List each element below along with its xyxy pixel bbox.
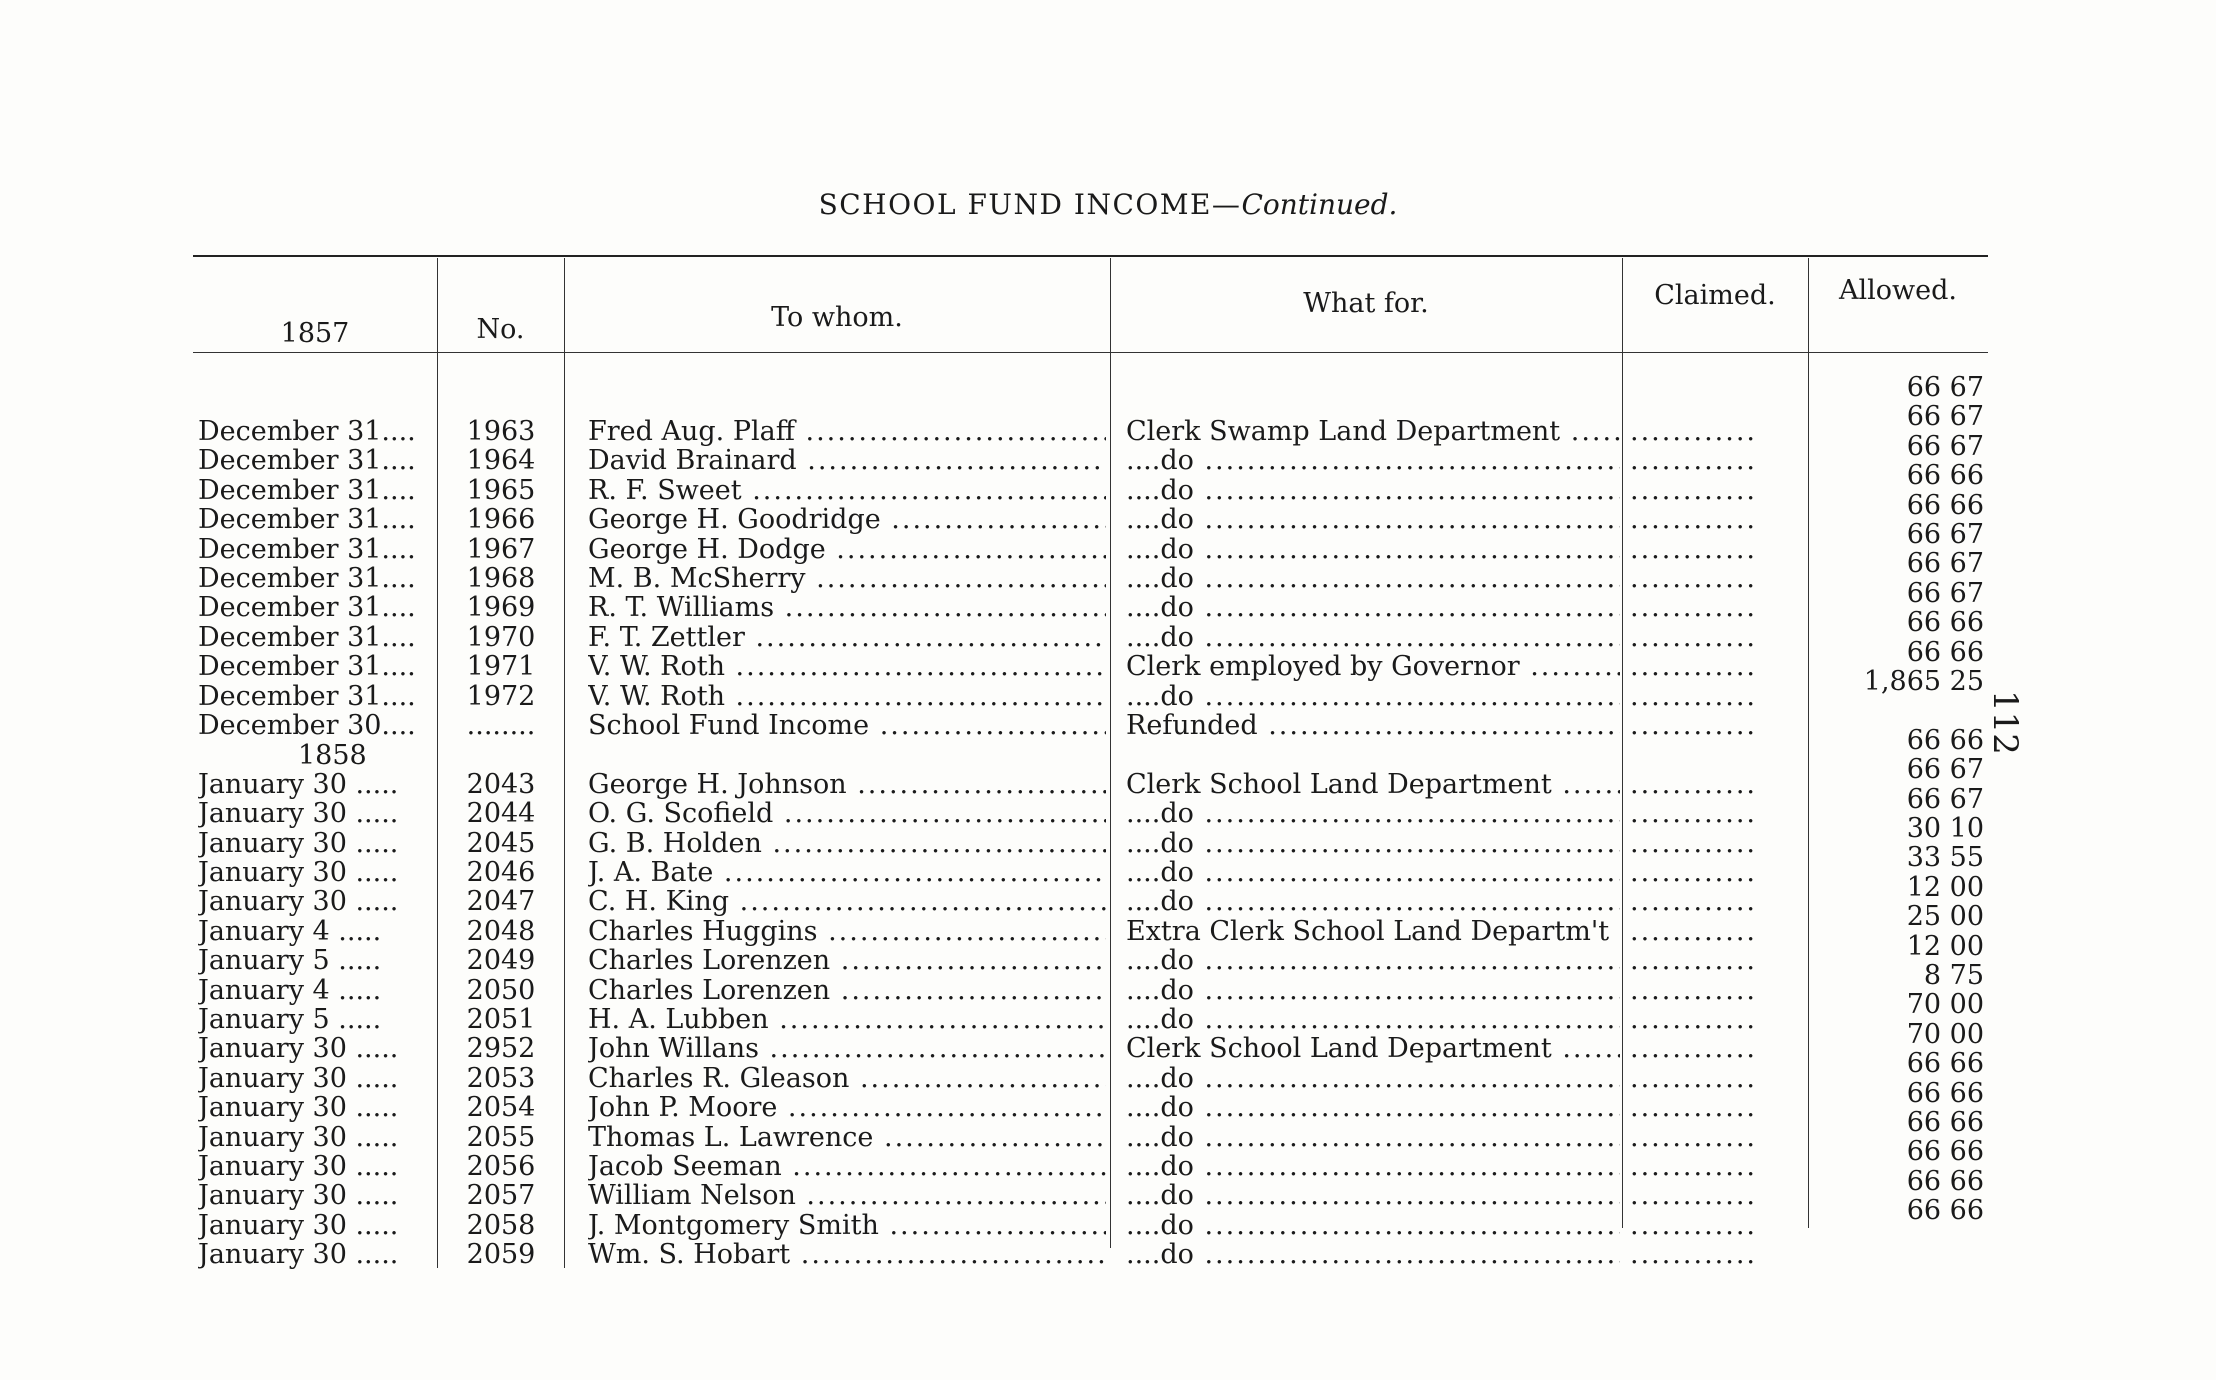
cell-claimed: ............ [1630, 1062, 1757, 1094]
column-divider [1110, 258, 1111, 1248]
cell-allowed: 66 66 [1906, 1107, 1984, 1138]
cell-claimed: ............ [1630, 1151, 1757, 1182]
cell-to-whom: J. Montgomery Smith ..... [588, 1210, 1106, 1241]
cell-no: 2047 [466, 886, 536, 918]
cell-no: 1968 [466, 563, 536, 594]
cell-date: January 30 ..... [198, 827, 399, 859]
cell-allowed: 66 66 [1906, 1165, 1984, 1197]
cell-claimed: ............ [1630, 504, 1757, 536]
cell-what-for: ....do ..... [1126, 622, 1620, 653]
cell-no: 2053 [466, 1062, 536, 1094]
cell-date: January 30 ..... [198, 1092, 399, 1124]
column-divider [437, 258, 438, 1268]
cell-what-for: ....do ..... [1126, 592, 1620, 623]
cell-to-whom: David Brainard ..... [588, 445, 1106, 476]
cell-date: January 30 ..... [198, 768, 399, 800]
header-bottom-rule [193, 352, 1988, 353]
cell-what-for: ....do ..... [1126, 886, 1620, 917]
cell-allowed: 70 00 [1906, 1018, 1984, 1050]
cell-claimed: ............ [1630, 1239, 1757, 1271]
cell-claimed: ............ [1630, 798, 1757, 830]
cell-claimed: ............ [1630, 974, 1757, 1006]
title-text: SCHOOL FUND INCOME— [818, 188, 1242, 221]
cell-no: 1963 [466, 416, 536, 447]
cell-no: 2050 [466, 974, 536, 1006]
cell-date: January 30 ..... [198, 1239, 399, 1271]
cell-what-for: ....do ..... [1126, 681, 1620, 712]
cell-what-for: ....do ..... [1126, 1004, 1620, 1035]
cell-what-for: Extra Clerk School Land Departm't ..... [1126, 916, 1620, 947]
cell-allowed: 70 00 [1906, 989, 1984, 1021]
cell-allowed: 66 66 [1906, 636, 1984, 668]
cell-no: 1969 [466, 592, 536, 624]
col-header-allowed: Allowed. [1839, 275, 1957, 306]
cell-to-whom: R. T. Williams ..... [588, 592, 1106, 623]
cell-date: December 31.... [198, 416, 416, 447]
cell-to-whom: Thomas L. Lawrence ..... [588, 1122, 1106, 1153]
cell-what-for: ....do ..... [1126, 1063, 1620, 1094]
cell-claimed: ............ [1630, 680, 1757, 712]
cell-no: 1971 [466, 651, 536, 683]
cell-date: December 31.... [198, 680, 416, 712]
cell-allowed: 66 67 [1906, 548, 1984, 580]
cell-date: December 31.... [198, 592, 416, 624]
cell-claimed: ............ [1630, 651, 1757, 683]
cell-allowed: 66 66 [1906, 1136, 1984, 1168]
cell-date: December 30.... [198, 710, 416, 741]
cell-to-whom: School Fund Income ..... [588, 710, 1106, 741]
cell-no: 2044 [466, 798, 536, 830]
cell-claimed: ............ [1630, 710, 1757, 741]
cell-what-for: Clerk employed by Governor ..... [1126, 651, 1620, 682]
cell-no: 2045 [466, 827, 536, 859]
cell-date: January 30 ..... [198, 886, 399, 918]
cell-allowed: 33 55 [1906, 842, 1984, 874]
cell-allowed: 66 67 [1906, 372, 1984, 403]
cell-what-for: Clerk School Land Department ..... [1126, 769, 1620, 800]
cell-claimed: ............ [1630, 915, 1757, 947]
cell-claimed: ............ [1630, 1121, 1757, 1153]
cell-no: 2054 [466, 1092, 536, 1124]
cell-date: January 4 ..... [198, 974, 382, 1006]
cell-no: 2046 [466, 857, 536, 888]
cell-allowed: 12 00 [1906, 871, 1984, 903]
cell-what-for: ....do ..... [1126, 828, 1620, 859]
cell-what-for: ....do ..... [1126, 504, 1620, 535]
cell-no: 1966 [466, 504, 536, 536]
cell-what-for: ....do ..... [1126, 475, 1620, 506]
col-header-date: 1857 [280, 318, 350, 349]
title-continued: Continued. [1241, 188, 1398, 221]
cell-allowed: 66 66 [1906, 724, 1984, 756]
cell-date: January 30 ..... [198, 857, 399, 888]
cell-date: January 5 ..... [198, 945, 382, 977]
col-header-what-for: What for. [1303, 288, 1429, 319]
cell-to-whom: V. W. Roth ..... [588, 651, 1106, 682]
cell-to-whom: M. B. McSherry ..... [588, 563, 1106, 594]
cell-allowed: 66 67 [1906, 754, 1984, 786]
cell-to-whom: George H. Johnson ..... [588, 769, 1106, 800]
column-divider [1622, 258, 1623, 1228]
cell-no: 2055 [466, 1121, 536, 1153]
cell-what-for: Refunded ..... [1126, 710, 1620, 741]
cell-allowed: 66 66 [1906, 607, 1984, 639]
cell-what-for: ....do ..... [1126, 445, 1620, 476]
cell-claimed: ............ [1630, 621, 1757, 653]
cell-no: 1970 [466, 621, 536, 653]
cell-allowed: 66 66 [1906, 489, 1984, 521]
cell-date: December 31.... [198, 445, 416, 477]
cell-date: January 30 ..... [198, 1151, 399, 1182]
cell-what-for: ....do ..... [1126, 1122, 1620, 1153]
cell-no: 1972 [466, 680, 536, 712]
cell-no: 2059 [466, 1239, 536, 1271]
cell-date: December 31.... [198, 621, 416, 653]
cell-no: 2049 [466, 945, 536, 977]
cell-to-whom: George H. Goodridge ..... [588, 504, 1106, 535]
table-top-rule [193, 255, 1988, 257]
cell-to-whom: Jacob Seeman ..... [588, 1151, 1106, 1182]
cell-to-whom: Charles Lorenzen ..... [588, 975, 1106, 1006]
cell-no: 2952 [466, 1033, 536, 1065]
cell-claimed: ............ [1630, 592, 1757, 624]
cell-what-for: ....do ..... [1126, 1151, 1620, 1182]
cell-no: 1964 [466, 445, 536, 477]
cell-what-for: ....do ..... [1126, 798, 1620, 829]
year-break-label: 1858 [298, 740, 367, 771]
cell-date: January 4 ..... [198, 915, 382, 947]
page-title [0, 188, 2216, 221]
cell-claimed: ............ [1630, 827, 1757, 859]
cell-what-for: ....do ..... [1126, 857, 1620, 888]
cell-allowed: 8 75 [1923, 960, 1984, 991]
column-divider [1808, 258, 1809, 1228]
cell-claimed: ............ [1630, 857, 1757, 888]
cell-claimed: ............ [1630, 1004, 1757, 1035]
cell-what-for: ....do ..... [1126, 563, 1620, 594]
cell-to-whom: John Willans ..... [588, 1033, 1106, 1064]
cell-to-whom: R. F. Sweet ..... [588, 475, 1106, 506]
cell-allowed: 66 67 [1906, 519, 1984, 550]
cell-to-whom: John P. Moore ..... [588, 1092, 1106, 1123]
cell-no: 2056 [466, 1151, 536, 1182]
cell-to-whom: Fred Aug. Plaff ..... [588, 416, 1106, 447]
cell-to-whom: G. B. Holden ..... [588, 828, 1106, 859]
cell-claimed: ............ [1630, 1092, 1757, 1124]
cell-no: 2058 [466, 1209, 536, 1241]
column-divider [564, 258, 565, 1268]
cell-what-for: ....do ..... [1126, 945, 1620, 976]
cell-claimed: ............ [1630, 768, 1757, 800]
cell-date: January 30 ..... [198, 1121, 399, 1153]
cell-to-whom: C. H. King ..... [588, 886, 1106, 917]
cell-claimed: ............ [1630, 1209, 1757, 1241]
cell-allowed: 12 00 [1906, 930, 1984, 962]
cell-no: 2043 [466, 768, 536, 800]
cell-date: December 31.... [198, 563, 416, 594]
cell-claimed: ............ [1630, 563, 1757, 594]
col-header-to-whom: To whom. [771, 302, 903, 333]
cell-allowed: 1,865 25 [1863, 666, 1984, 697]
cell-claimed: ............ [1630, 1033, 1757, 1065]
cell-to-whom: Charles R. Gleason ..... [588, 1063, 1106, 1094]
cell-no: 2057 [466, 1180, 536, 1212]
cell-allowed: 66 67 [1906, 783, 1984, 815]
cell-no: 2048 [466, 915, 536, 947]
cell-allowed: 66 66 [1906, 1195, 1984, 1227]
cell-what-for: ....do ..... [1126, 975, 1620, 1006]
col-header-claimed: Claimed. [1654, 280, 1776, 311]
cell-allowed: 66 66 [1906, 460, 1984, 492]
cell-to-whom: George H. Dodge ..... [588, 534, 1106, 565]
cell-allowed: 66 67 [1906, 577, 1984, 609]
cell-claimed: ............ [1630, 445, 1757, 477]
cell-allowed: 30 10 [1906, 813, 1984, 844]
cell-date: January 5 ..... [198, 1004, 382, 1035]
cell-what-for: Clerk School Land Department ..... [1126, 1033, 1620, 1064]
cell-to-whom: Charles Lorenzen ..... [588, 945, 1106, 976]
cell-claimed: ............ [1630, 474, 1757, 506]
cell-no: 1967 [466, 533, 536, 565]
cell-no: 1965 [466, 474, 536, 506]
cell-date: January 30 ..... [198, 1209, 399, 1241]
cell-to-whom: F. T. Zettler ..... [588, 622, 1106, 653]
cell-date: December 31.... [198, 504, 416, 536]
cell-date: January 30 ..... [198, 798, 399, 830]
cell-allowed: 66 66 [1906, 1048, 1984, 1080]
cell-claimed: ............ [1630, 1180, 1757, 1212]
cell-no: 2051 [466, 1004, 536, 1035]
cell-allowed: 66 67 [1906, 430, 1984, 462]
cell-what-for: ....do ..... [1126, 1180, 1620, 1211]
cell-to-whom: H. A. Lubben ..... [588, 1004, 1106, 1035]
cell-to-whom: V. W. Roth ..... [588, 681, 1106, 712]
cell-what-for: Clerk Swamp Land Department ..... [1126, 416, 1620, 447]
cell-date: January 30 ..... [198, 1062, 399, 1094]
cell-claimed: ............ [1630, 416, 1757, 447]
cell-what-for: ....do ..... [1126, 1210, 1620, 1241]
cell-to-whom: Wm. S. Hobart ..... [588, 1239, 1106, 1270]
cell-allowed: 25 00 [1906, 901, 1984, 933]
cell-date: January 30 ..... [198, 1180, 399, 1212]
cell-date: December 31.... [198, 651, 416, 683]
cell-to-whom: J. A. Bate ..... [588, 857, 1106, 888]
cell-to-whom: Charles Huggins ..... [588, 916, 1106, 947]
cell-what-for: ....do ..... [1126, 1239, 1620, 1270]
cell-what-for: ....do ..... [1126, 1092, 1620, 1123]
cell-allowed: 66 66 [1906, 1077, 1984, 1109]
cell-to-whom: O. G. Scofield ..... [588, 798, 1106, 829]
page-number: 112 [1985, 690, 2025, 755]
cell-date: December 31.... [198, 474, 416, 506]
cell-claimed: ............ [1630, 945, 1757, 977]
cell-what-for: ....do ..... [1126, 534, 1620, 565]
cell-claimed: ............ [1630, 886, 1757, 918]
cell-allowed: 66 67 [1906, 401, 1984, 433]
cell-date: December 31.... [198, 533, 416, 565]
cell-date: January 30 ..... [198, 1033, 399, 1065]
col-header-no: No. [476, 314, 525, 345]
cell-to-whom: William Nelson ..... [588, 1180, 1106, 1211]
cell-claimed: ............ [1630, 533, 1757, 565]
cell-no: ........ [466, 710, 536, 741]
